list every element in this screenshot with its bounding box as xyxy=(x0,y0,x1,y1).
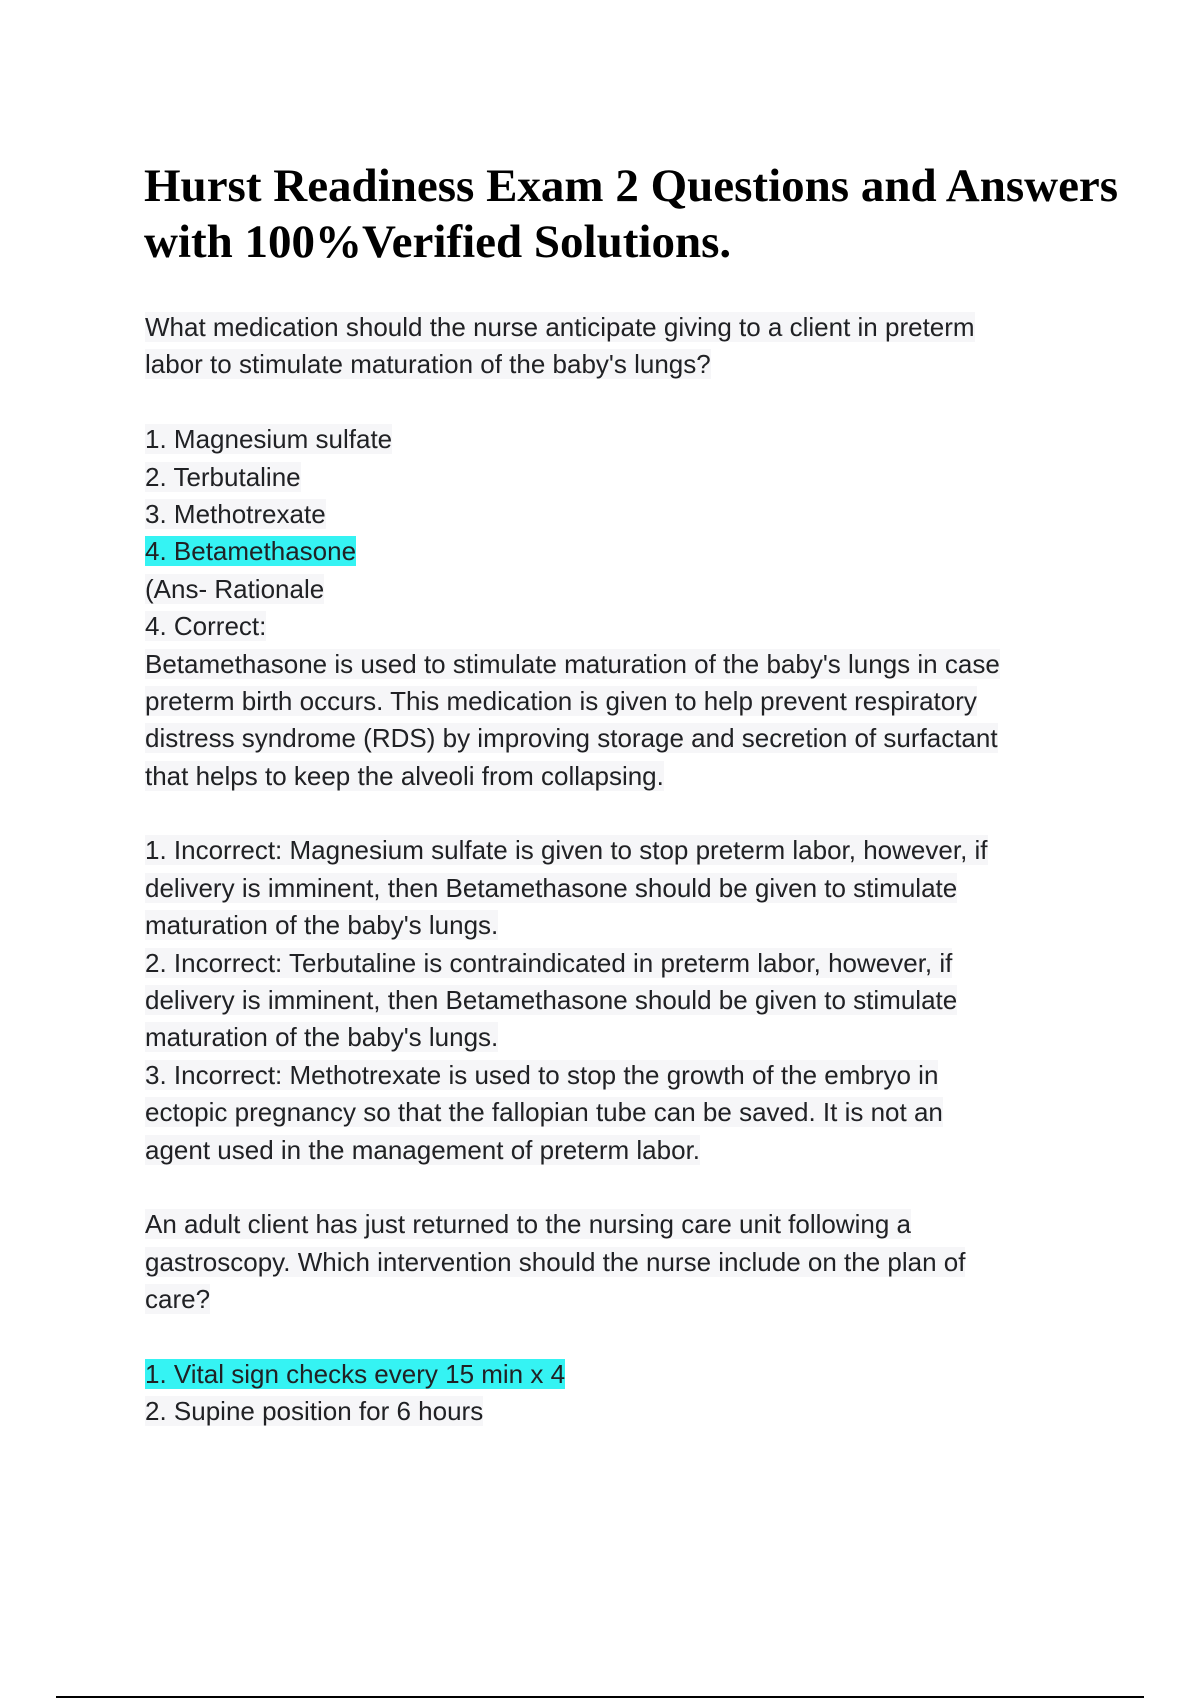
q1-option-2: 2. Terbutaline xyxy=(145,461,301,492)
q2-stem-line: care? xyxy=(145,1284,211,1315)
q1-incorrect-line: 1. Incorrect: Magnesium sulfate is given to stop preterm labor, however, if xyxy=(145,835,988,866)
q1-option-4-correct xyxy=(145,533,1145,570)
answer-highlight: 1. Vital sign checks every 15 min x 4 xyxy=(145,1358,566,1389)
q1-incorrect-line: delivery is imminent, then Betamethasone should be given to stimulate xyxy=(145,872,958,903)
q2-stem-line: An adult client has just returned to the nursing care unit following a xyxy=(145,1209,912,1240)
q1-rationale-line: that helps to keep the alveoli from collapsing. xyxy=(145,760,664,791)
q1-incorrect-line: 2. Incorrect: Terbutaline is contraindicated in preterm labor, however, if xyxy=(145,947,953,978)
title-line-2: with 100%Verified Solutions. xyxy=(144,216,732,268)
q1-incorrect-line: maturation of the baby's lungs. xyxy=(145,910,499,941)
q2-option-2: 2. Supine position for 6 hours xyxy=(145,1396,484,1427)
q1-option-1: 1. Magnesium sulfate xyxy=(145,424,393,455)
q2-stem-line: gastroscopy. Which intervention should the nurse include on the plan of xyxy=(145,1246,966,1277)
page-bottom-rule xyxy=(56,1696,1144,1698)
spacer xyxy=(145,1169,1145,1206)
title-line-1: Hurst Readiness Exam 2 Questions and Answers xyxy=(144,160,1119,212)
q1-rationale-line: distress syndrome (RDS) by improving storage and secretion of surfactant xyxy=(145,723,998,754)
spacer xyxy=(145,1319,1145,1356)
q1-rationale-line: preterm birth occurs. This medication is given to help prevent respiratory xyxy=(145,685,977,716)
q1-stem-line: What medication should the nurse anticipate giving to a client in preterm xyxy=(145,312,975,342)
q1-correct-label: 4. Correct: xyxy=(145,611,267,642)
q1-incorrect-line: 3. Incorrect: Methotrexate is used to stop the growth of the embryo in xyxy=(145,1059,939,1090)
q1-rationale-line: Betamethasone is used to stimulate maturation of the baby's lungs in case xyxy=(145,648,1000,679)
q2-option-1-correct xyxy=(145,1356,1145,1393)
q1-option-3: 3. Methotrexate xyxy=(145,498,326,529)
answer-highlight: 4. Betamethasone xyxy=(145,536,357,567)
spacer xyxy=(145,384,1145,421)
q1-incorrect-line: ectopic pregnancy so that the fallopian tube can be saved. It is not an xyxy=(145,1097,943,1128)
q1-incorrect-line: delivery is imminent, then Betamethasone should be given to stimulate xyxy=(145,985,958,1016)
q1-ans-label: (Ans- Rationale xyxy=(145,573,325,604)
document-title xyxy=(144,158,1194,270)
q1-stem-line: labor to stimulate maturation of the baby's lungs? xyxy=(145,349,711,380)
document-body xyxy=(145,309,1145,1431)
spacer xyxy=(145,795,1145,832)
q1-incorrect-line: maturation of the baby's lungs. xyxy=(145,1022,499,1053)
q1-incorrect-line: agent used in the management of preterm labor. xyxy=(145,1134,701,1165)
